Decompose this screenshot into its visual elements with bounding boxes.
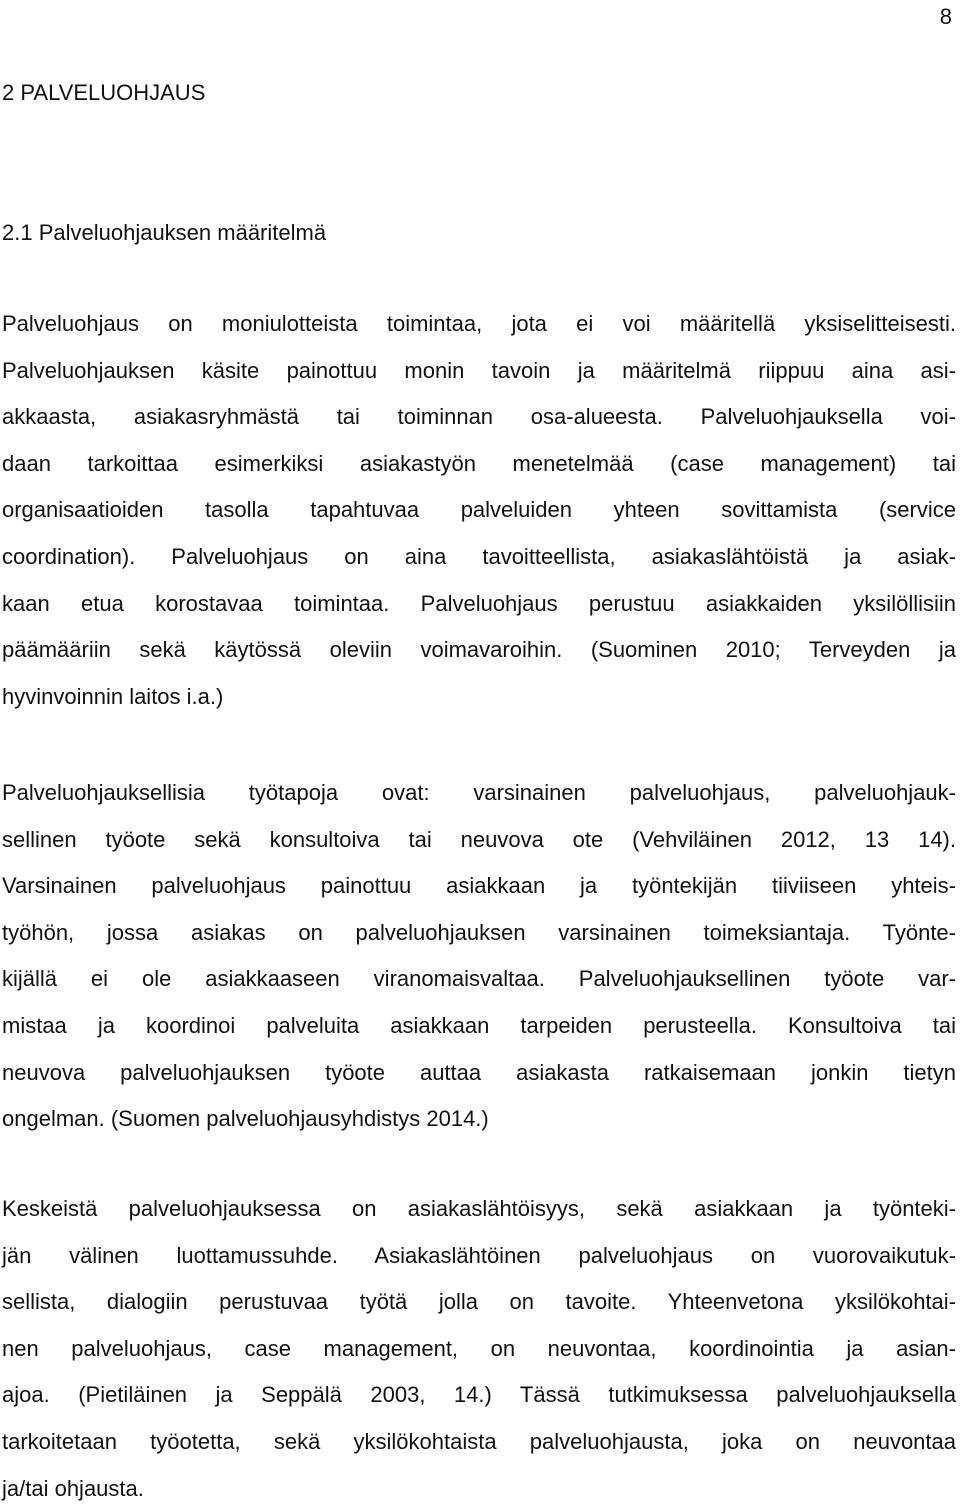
paragraph-line: Varsinainen palveluohjaus painottuu asiakkaan ja työntekijän tiiviiseen yhteis- [2,873,956,899]
paragraph-line: ongelman. (Suomen palveluohjausyhdistys 2014.) [2,1106,489,1132]
paragraph-line: ja/tai ohjausta. [2,1475,144,1501]
paragraph-line: Palveluohjauksellisia työtapoja ovat: varsinainen palveluohjaus, palveluohjauk- [2,780,956,805]
paragraph-line: sellinen työote sekä konsultoiva tai neuvova ote (Vehviläinen 2012, 13 14). [2,826,956,852]
paragraph-line: Palveluohjauksen käsite painottuu monin tavoin ja määritelmä riippuu aina asi- [2,357,956,383]
paragraph-client-orientation [2,1186,956,1512]
paragraph-line: neuvova palveluohjauksen työote auttaa asiakasta ratkaisemaan jonkin tietyn [2,1059,956,1085]
paragraph-line: Palveluohjaus on moniulotteista toimintaa, jota ei voi määritellä yksiselitteisesti. [2,311,956,336]
paragraph-line: jän välinen luottamussuhde. Asiakaslähtöinen palveluohjaus on vuorovaikutuk- [2,1242,956,1268]
paragraph-working-methods [2,770,956,1143]
paragraph-line: akkaasta, asiakasryhmästä tai toiminnan osa-alueesta. Palveluohjauksella voi- [2,404,956,430]
page-number: 8 [939,4,952,29]
paragraph-line: päämääriin sekä käytössä oleviin voimavaroihin. (Suominen 2010; Terveyden ja [2,637,956,663]
paragraph-line: daan tarkoittaa esimerkiksi asiakastyön menetelmää (case management) tai [2,450,956,476]
paragraph-line: mistaa ja koordinoi palveluita asiakkaan tarpeiden perusteella. Konsultoiva tai [2,1012,956,1038]
paragraph-line: hyvinvoinnin laitos i.a.) [2,683,224,709]
paragraph-line: tarkoitetaan työotetta, sekä yksilökohtaista palveluohjausta, joka on neuvontaa [2,1428,956,1454]
section-heading: 2.1 Palveluohjauksen määritelmä [2,220,327,245]
paragraph-line: nen palveluohjaus, case management, on neuvontaa, koordinointia ja asian- [2,1335,956,1361]
paragraph-line: Keskeistä palveluohjauksessa on asiakaslähtöisyys, sekä asiakkaan ja työnteki- [2,1196,956,1221]
paragraph-line: kaan etua korostavaa toimintaa. Palveluohjaus perustuu asiakkaiden yksilöllisiin [2,590,956,616]
paragraph-line: ajoa. (Pietiläinen ja Seppälä 2003, 14.) Tässä tutkimuksessa palveluohjauksella [2,1382,956,1408]
paragraph-line: työhön, jossa asiakas on palveluohjauksen varsinainen toimeksiantaja. Työnte- [2,919,956,945]
paragraph-line: coordination). Palveluohjaus on aina tavoitteellista, asiakaslähtöistä ja asiak- [2,543,956,569]
paragraph-line: kijällä ei ole asiakkaaseen viranomaisvaltaa. Palveluohjauksellinen työote var- [2,966,956,992]
paragraph-line: organisaatioiden tasolla tapahtuvaa palveluiden yhteen sovittamista (service [2,497,956,523]
paragraph-definition [2,301,956,720]
paragraph-line: sellista, dialogiin perustuvaa työtä jolla on tavoite. Yhteenvetona yksilökohtai- [2,1289,956,1315]
chapter-heading: 2 PALVELUOHJAUS [2,80,206,105]
